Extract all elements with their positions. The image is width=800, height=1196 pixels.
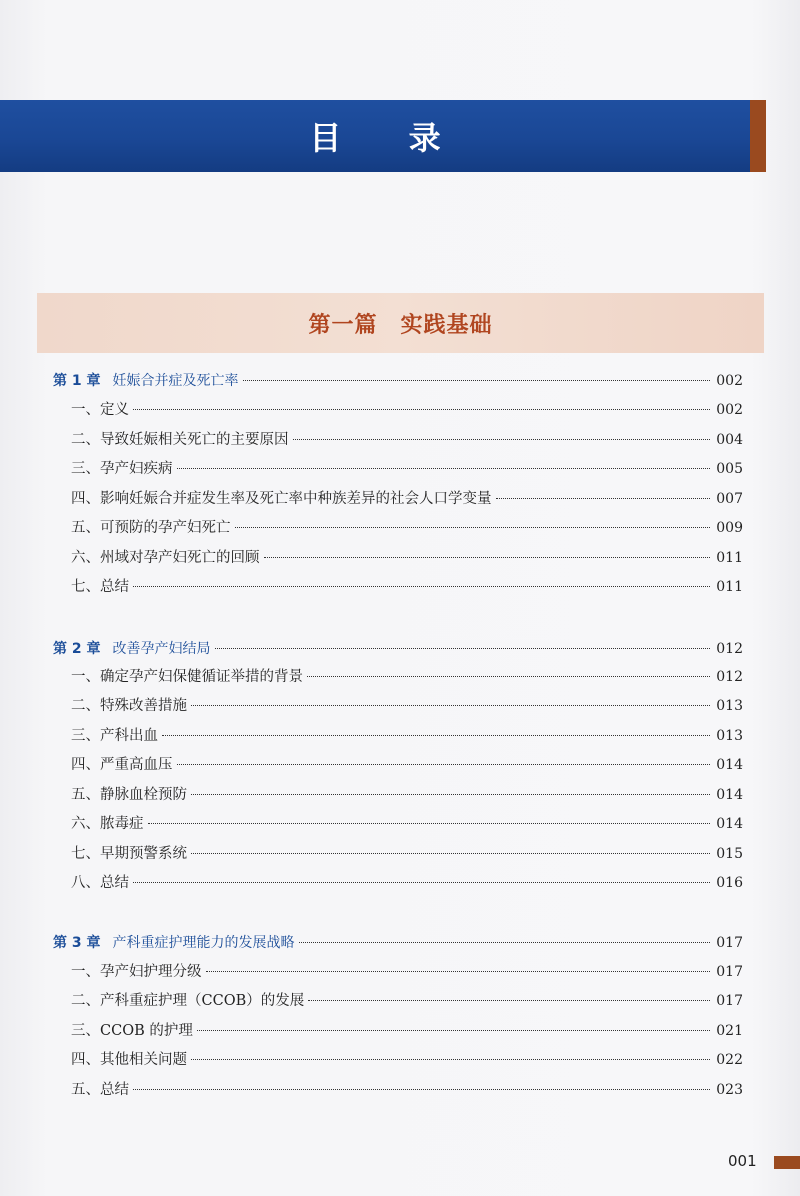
page-ref: 007 — [716, 491, 743, 507]
chapter-title: 改善孕产妇结局 — [112, 641, 211, 657]
toc-section[interactable] — [71, 784, 743, 806]
page-ref: 017 — [716, 964, 743, 980]
dot-leader — [215, 648, 711, 649]
page-number: 001 — [728, 1152, 757, 1170]
dot-leader — [191, 705, 710, 706]
toc-chapter-1[interactable] — [53, 370, 743, 392]
toc-section[interactable] — [71, 517, 743, 539]
section-label: 四、严重高血压 — [71, 757, 173, 773]
dot-leader — [191, 853, 710, 854]
dot-leader — [162, 735, 710, 736]
dot-leader — [133, 882, 710, 883]
section-label: 一、确定孕产妇保健循证举措的背景 — [71, 669, 303, 685]
section-label: 六、州域对孕产妇死亡的回顾 — [71, 550, 260, 566]
page-ref: 015 — [716, 846, 743, 862]
dot-leader — [191, 1059, 710, 1060]
chapter-number: 第 1 章 — [53, 373, 101, 389]
section-label: 七、早期预警系统 — [71, 846, 187, 862]
dot-leader — [133, 1089, 710, 1090]
toc-section[interactable] — [71, 458, 743, 480]
page-ref: 002 — [716, 402, 743, 418]
dot-leader — [191, 794, 710, 795]
dot-leader — [177, 468, 711, 469]
page-ref: 012 — [716, 641, 743, 657]
toc-section[interactable] — [71, 725, 743, 747]
toc-section[interactable] — [71, 813, 743, 835]
section-label: 二、导致妊娠相关死亡的主要原因 — [71, 432, 289, 448]
toc-chapter-3[interactable] — [53, 932, 743, 954]
dot-leader — [197, 1030, 710, 1031]
dot-leader — [206, 971, 711, 972]
dot-leader — [307, 676, 710, 677]
toc-section[interactable] — [71, 961, 743, 983]
section-label: 五、静脉血栓预防 — [71, 787, 187, 803]
toc-chapter-2[interactable] — [53, 638, 743, 660]
section-label: 五、可预防的孕产妇死亡 — [71, 520, 231, 536]
part-banner — [37, 293, 764, 353]
dot-leader — [293, 439, 711, 440]
chapter-number: 第 2 章 — [53, 641, 101, 657]
page-ref: 005 — [716, 461, 743, 477]
section-label: 一、孕产妇护理分级 — [71, 964, 202, 980]
toc-title: 目 录 — [309, 119, 469, 157]
dot-leader — [148, 823, 711, 824]
dot-leader — [299, 942, 711, 943]
page-number-accent — [774, 1156, 800, 1169]
toc-section[interactable] — [71, 695, 743, 717]
dot-leader — [133, 409, 710, 410]
section-label: 七、总结 — [71, 579, 129, 595]
section-label: 四、其他相关问题 — [71, 1052, 187, 1068]
toc-title-banner — [0, 100, 750, 172]
page-ref: 014 — [716, 757, 743, 773]
page-ref: 022 — [716, 1052, 743, 1068]
page-ref: 004 — [716, 432, 743, 448]
section-label: 五、总结 — [71, 1082, 129, 1098]
section-label: 四、影响妊娠合并症发生率及死亡率中种族差异的社会人口学变量 — [71, 491, 492, 507]
toc-section[interactable] — [71, 666, 743, 688]
toc-section[interactable] — [71, 547, 743, 569]
section-label: 三、孕产妇疾病 — [71, 461, 173, 477]
section-label: 一、定义 — [71, 402, 129, 418]
section-label: 八、总结 — [71, 875, 129, 891]
chapter-number: 第 3 章 — [53, 935, 101, 951]
section-label: 三、CCOB 的护理 — [71, 1023, 193, 1039]
toc-section[interactable] — [71, 1079, 743, 1101]
title-accent-bar — [750, 100, 766, 172]
toc-section[interactable] — [71, 1020, 743, 1042]
chapter-title: 产科重症护理能力的发展战略 — [112, 935, 295, 951]
toc-section[interactable] — [71, 576, 743, 598]
page-ref: 017 — [716, 935, 743, 951]
dot-leader — [496, 498, 711, 499]
section-label: 二、产科重症护理（CCOB）的发展 — [71, 993, 305, 1009]
page-ref: 012 — [716, 669, 743, 685]
page-ref: 014 — [716, 787, 743, 803]
section-label: 三、产科出血 — [71, 728, 158, 744]
toc-section[interactable] — [71, 1049, 743, 1071]
page-ref: 021 — [716, 1023, 743, 1039]
page-ref: 011 — [716, 579, 743, 595]
part-title: 第一篇 实践基础 — [308, 312, 493, 338]
page-ref: 013 — [716, 698, 743, 714]
toc-section[interactable] — [71, 488, 743, 510]
page-ref: 023 — [716, 1082, 743, 1098]
section-label: 六、脓毒症 — [71, 816, 144, 832]
page-ref: 011 — [716, 550, 743, 566]
toc-section[interactable] — [71, 843, 743, 865]
page-ref: 002 — [716, 373, 743, 389]
page-ref: 017 — [716, 993, 743, 1009]
page-ref: 016 — [716, 875, 743, 891]
dot-leader — [235, 527, 711, 528]
section-label: 二、特殊改善措施 — [71, 698, 187, 714]
toc-section[interactable] — [71, 399, 743, 421]
page-ref: 009 — [716, 520, 743, 536]
toc-section[interactable] — [71, 990, 743, 1012]
dot-leader — [264, 557, 711, 558]
chapter-title: 妊娠合并症及死亡率 — [112, 373, 239, 389]
dot-leader — [177, 764, 711, 765]
dot-leader — [133, 586, 710, 587]
toc-section[interactable] — [71, 872, 743, 894]
toc-section[interactable] — [71, 754, 743, 776]
toc-section[interactable] — [71, 429, 743, 451]
dot-leader — [243, 380, 711, 381]
page-ref: 013 — [716, 728, 743, 744]
page-ref: 014 — [716, 816, 743, 832]
dot-leader — [308, 1000, 710, 1001]
